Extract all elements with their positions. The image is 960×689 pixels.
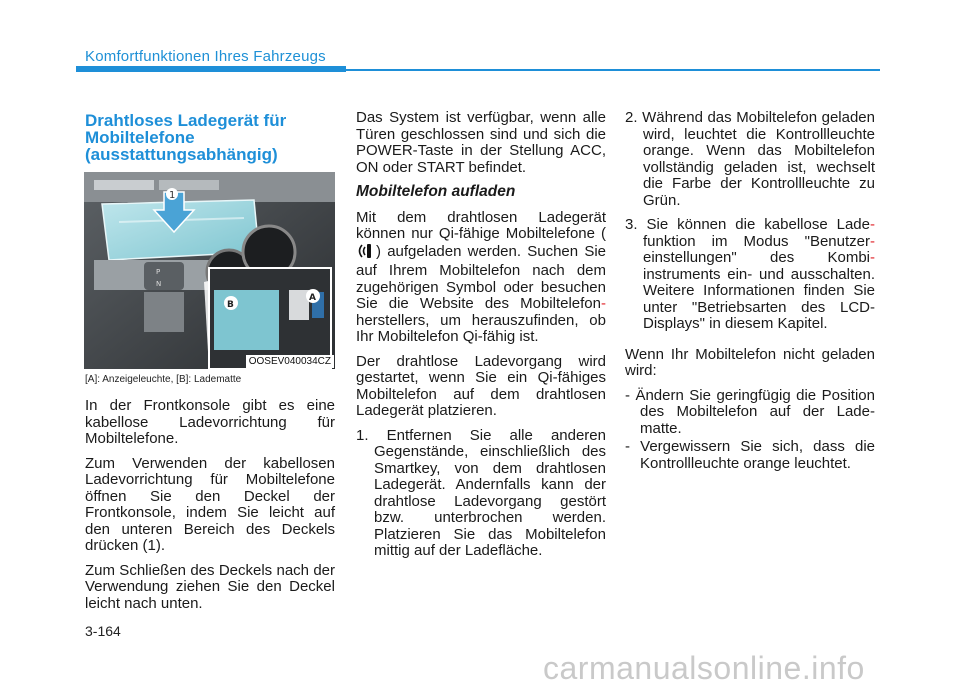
text-run: funktion im Modus "Benutzer [643,232,870,250]
column-1-body [85,398,335,620]
header-rule-thin [346,69,880,71]
text-run: Mit dem drahtlosen Ladegerät können nur Qi-fähige Mobiltelefone ( [356,208,606,242]
text-run: ) aufgeladen werden. Suchen Sie auf Ihrem Mobiltelefon nach dem zugehörigen Symbol oder besuchen Sie die Website des Mobiltelefon [356,242,606,312]
callout-1-label: 1 [169,190,176,201]
figure-code: OOSEV040034CZ [246,355,334,368]
text-run: einstellungen" des Kombi [643,249,870,266]
qi-wireless-charging-icon [356,243,376,264]
step-3 [625,217,875,333]
paragraph: Das System ist verfügbar, wenn alle Türen geschlossen sind und sich die POWER-Taste in der Stellung ACC, ON oder START befindet. [356,109,606,176]
paragraph: Zum Schließen des Deckels nach der Verwendung ziehen Sie den Deckel leicht nach unten. [85,561,335,612]
svg-text:P: P [156,268,161,276]
step-number: 2. [625,109,638,126]
step-text: Entfernen Sie alle anderen Gegenstände, einschließlich des Smartkey, von dem drahtlosen Ladegerät. Andernfalls kann der drahtlose Ladevorgang gestört bzw. unterbrochen werden. Platzieren Sie das Mobiltelefon mittig auf der Ladefläche. [374,426,606,559]
paragraph-qi [356,210,606,346]
bullet-item: - Ändern Sie geringfügig die Position des Mobiltelefon auf der Ladematte. [625,386,875,437]
page-heading: Drahtloses Ladegerät für Mobiltelefone (ausstattungsabhängig) [85,111,287,164]
step-number: 1. [356,426,369,444]
text-run: instruments ein- und ausschalten. Weitere Informationen finden Sie unter "Betriebsarten des LCD-Displays" in diesem Kapitel. [643,265,875,332]
figure-caption: [A]: Anzeigeleuchte, [B]: Ladematte [85,374,242,385]
page-number: 3-164 [85,623,121,639]
svg-text:N: N [156,280,162,288]
watermark: carmanualsonline.info [543,650,865,686]
step-number: 3. [625,216,638,233]
bullet-item: - Vergewissern Sie sich, dass die Kontrollleuchte orange leuchtet. [625,438,875,472]
wireless-charger-illustration [84,172,335,369]
paragraph: In der Frontkonsole gibt es eine kabellose Ladevorrichtung für Mobiltelefone. [85,397,335,447]
step-2 [625,110,875,209]
section-title: Komfortfunktionen Ihres Fahrzeugs [85,48,326,65]
paragraph: Zum Verwenden der kabellosen Ladevorrichtung für Mobiltelefone öffnen Sie den Deckel der Frontkonsole, indem Sie leicht auf den unteren Bereich des Deckels drücken (1). [85,454,335,554]
subheading: Mobiltelefon aufladen [356,183,516,200]
console-photo [84,172,335,369]
callout-a-label: A [309,293,316,303]
column-3-body [625,110,875,480]
column-2-body [356,110,606,568]
text-run: Sie können die kabellose Lade [646,216,870,233]
paragraph: Wenn Ihr Mobiltelefon nicht geladen wird: [625,345,875,379]
soft-hyphen: - [870,249,875,266]
soft-hyphen: - [870,216,875,233]
step-1 [356,428,606,560]
callout-b-label: B [227,300,234,310]
text-run: herstellers, um herauszufinden, ob Ihr Mobiltelefon Qi-fähig ist. [356,311,606,345]
soft-hyphen: - [870,232,875,250]
soft-hyphen: - [601,295,606,312]
header-rule-thick [76,66,346,72]
step-text: Während das Mobiltelefon geladen wird, leuchtet die Kontrollleuchte orange. Wenn das Mobiltelefon vollständig geladen ist, wechselt die Farbe der Kontrollleuchte zu Grün. [642,109,875,209]
paragraph: Der drahtlose Ladevorgang wird gestartet, wenn Sie ein Qi-fähiges Mobiltelefon auf dem drahtlosen Ladegerät platzieren. [356,352,606,419]
